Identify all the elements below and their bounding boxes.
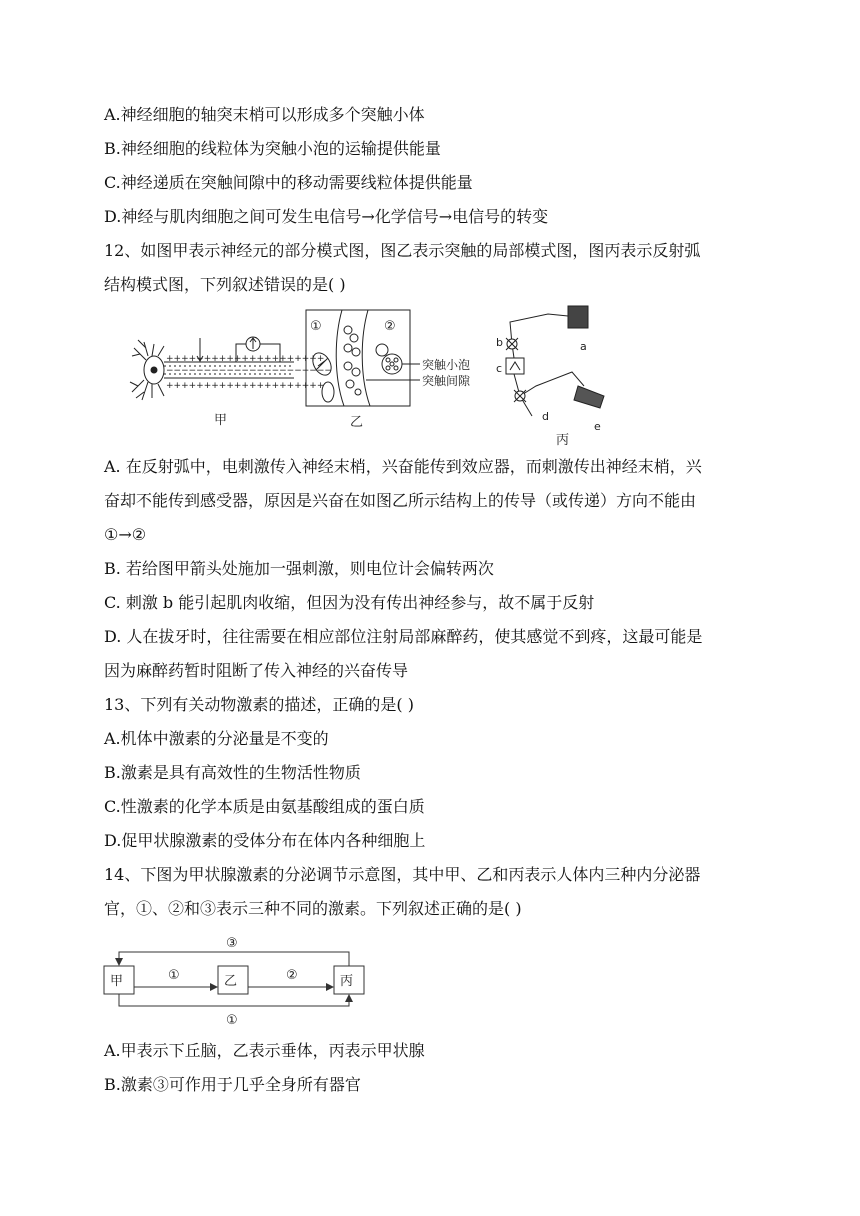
yi-label-1: ①	[310, 319, 322, 334]
arrow-top-label: ③	[226, 936, 238, 951]
arrow-bottom	[119, 994, 349, 1006]
q12-stem-line-2: 结构模式图，下列叙述错误的是( )	[104, 275, 346, 294]
yi-caption: 乙	[350, 415, 364, 430]
yi-label-2: ②	[384, 319, 396, 334]
label-synaptic-vesicle: 突触小泡	[422, 358, 471, 372]
box-yi-label: 乙	[224, 974, 238, 989]
q13-option-b: B.激素是具有高效性的生物活性物质	[104, 763, 361, 782]
bing-label-b: b	[496, 336, 503, 349]
q12-option-c: C. 刺激 b 能引起肌肉收缩，但因为没有传出神经参与，故不属于反射	[104, 593, 595, 612]
q12-option-a-line-1: A. 在反射弧中，电刺激传入神经末梢，兴奋能传到效应器，而刺激传出神经末梢，兴	[104, 457, 702, 476]
bing-label-d: d	[542, 410, 549, 423]
q14-option-b: B.激素③可作用于几乎全身所有器官	[104, 1075, 361, 1094]
arrow-bottom-label: ①	[226, 1013, 238, 1028]
box-jia-label: 甲	[110, 974, 124, 989]
q13-option-c: C.性激素的化学本质是由氨基酸组成的蛋白质	[104, 797, 425, 816]
q14-stem-line-2: 官，①、②和③表示三种不同的激素。下列叙述正确的是( )	[104, 899, 522, 918]
synapse-figure-yi	[304, 308, 504, 434]
q11-option-a: A.神经细胞的轴突末梢可以形成多个突触小体	[104, 105, 425, 124]
q13-option-a: A.机体中激素的分泌量是不变的	[104, 729, 329, 748]
arrow-2-label: ②	[286, 968, 298, 983]
q12-stem-line-1: 12、如图甲表示神经元的部分模式图，图乙表示突触的局部模式图，图丙表示反射弧	[104, 241, 701, 260]
bing-label-c: c	[496, 362, 503, 375]
q12-option-d-line-2: 因为麻醉药暂时阻断了传入神经的兴奋传导	[104, 661, 409, 680]
q11-option-d: D.神经与肌肉细胞之间可发生电信号→化学信号→电信号的转变	[104, 207, 549, 226]
arrow-top-feedback	[119, 952, 349, 966]
q11-option-c: C.神经递质在突触间隙中的移动需要线粒体提供能量	[104, 173, 473, 192]
q13-stem: 13、下列有关动物激素的描述，正确的是( )	[104, 695, 414, 714]
q13-option-d: D.促甲状腺激素的受体分布在体内各种细胞上	[104, 831, 426, 850]
q12-option-a-line-3: ①→②	[104, 525, 147, 544]
svg-text:−−−−−−−−−−−−−−−−−−−−−−: −−−−−−−−−−−−−−−−−−−−−−	[166, 366, 332, 376]
q11-option-b: B.神经细胞的线粒体为突触小泡的运输提供能量	[104, 139, 441, 158]
q12-option-d-line-1: D. 人在拔牙时，往往需要在相应部位注射局部麻醉药，使其感觉不到疼，这最可能是	[104, 627, 703, 646]
label-synaptic-cleft: 突触间隙	[422, 374, 471, 388]
bing-label-e: e	[594, 420, 601, 433]
thyroid-regulation-diagram	[100, 930, 370, 1030]
svg-text:+++++++++++++++++++++: +++++++++++++++++++++	[166, 354, 325, 364]
jia-caption: 甲	[214, 413, 228, 428]
q14-stem-line-1: 14、下图为甲状腺激素的分泌调节示意图，其中甲、乙和丙表示人体内三种内分泌器	[104, 865, 701, 884]
reflex-arc-figure-bing	[492, 300, 620, 448]
bing-label-a: a	[580, 340, 587, 353]
arrow-1-label: ①	[168, 968, 180, 983]
q14-option-a: A.甲表示下丘脑，乙表示垂体，丙表示甲状腺	[104, 1041, 425, 1060]
q12-option-a-line-2: 奋却不能传到感受器，原因是兴奋在如图乙所示结构上的传导（或传递）方向不能由	[104, 491, 697, 510]
neuron-figure-jia	[128, 318, 332, 430]
box-bing-label: 丙	[340, 974, 354, 989]
q12-option-b: B. 若给图甲箭头处施加一强刺激，则电位计会偏转两次	[104, 559, 494, 578]
bing-caption: 丙	[556, 433, 570, 448]
svg-text:+++++++++++++++++++++: +++++++++++++++++++++	[166, 381, 325, 391]
